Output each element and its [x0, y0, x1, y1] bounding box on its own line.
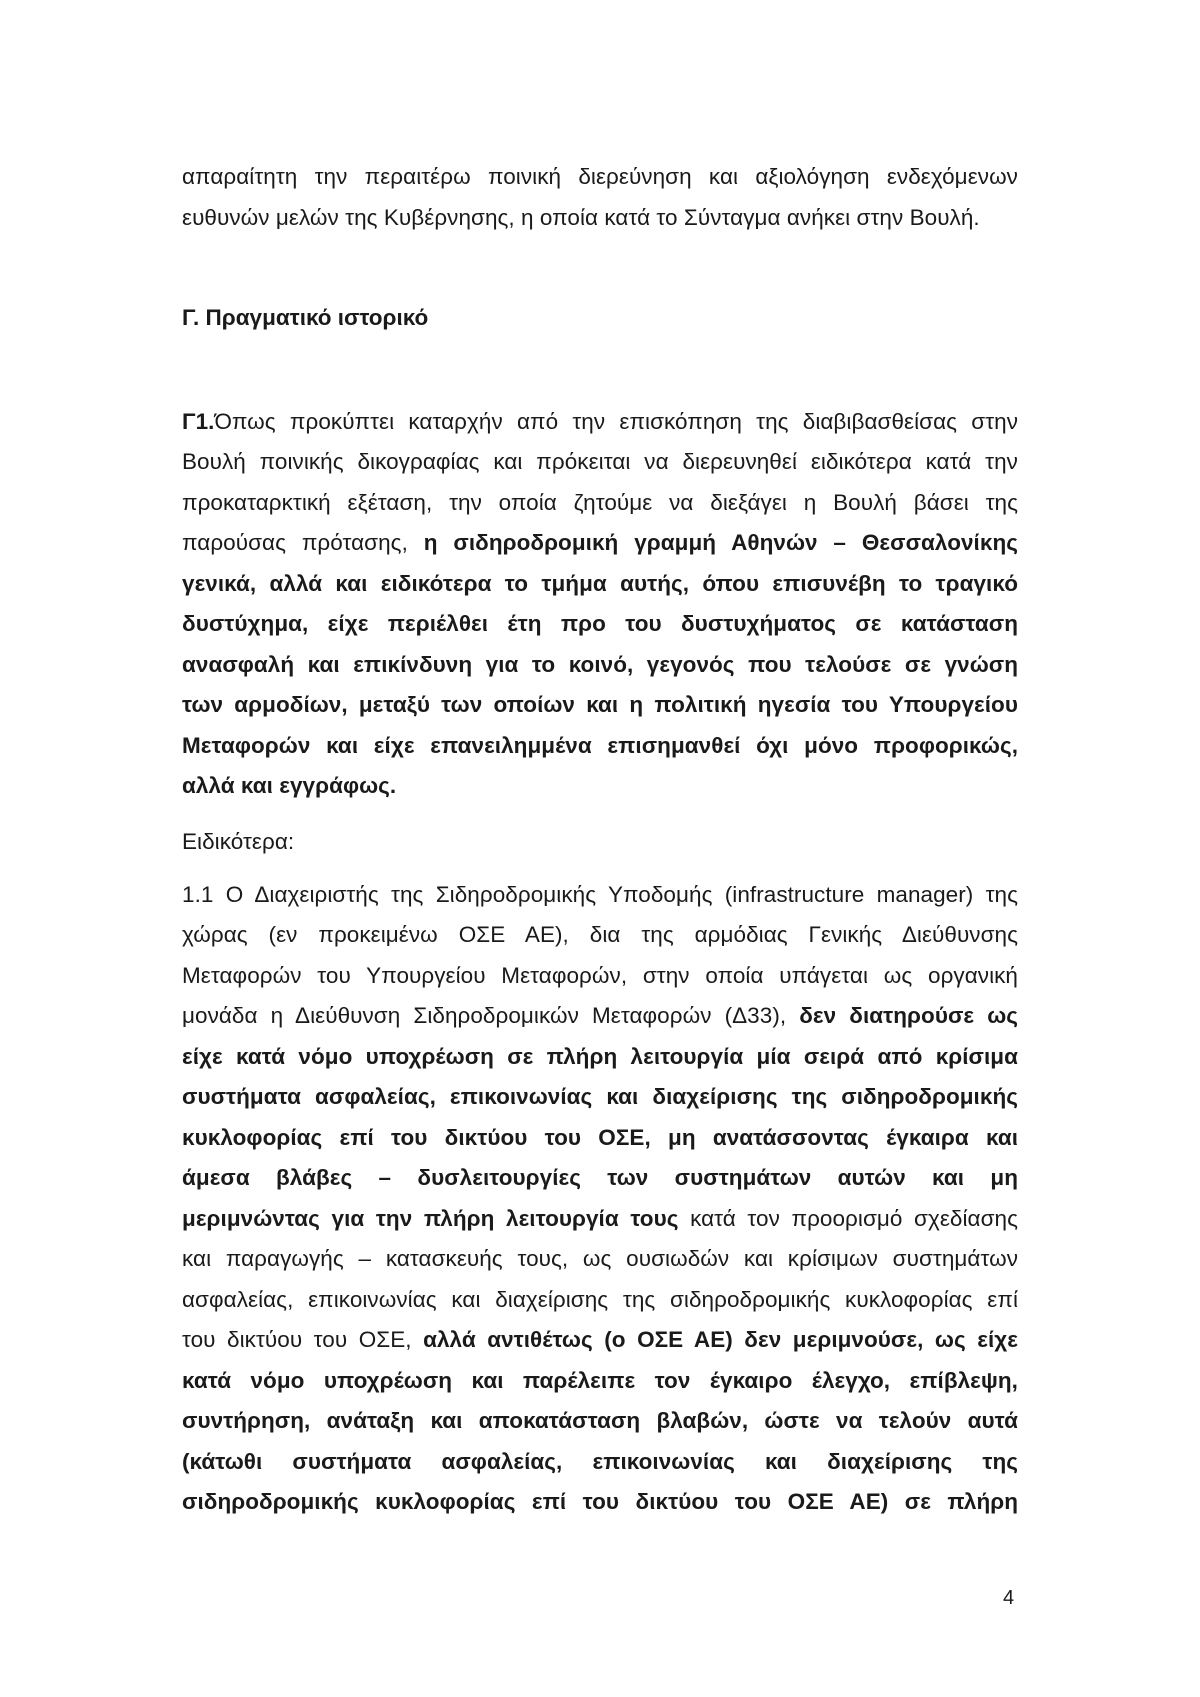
- bold-run: συστήματα ασφαλείας, επικοινωνίας και διαχείρισης της σιδηροδρομικής: [182, 1084, 1018, 1109]
- text-run: του δικτύου του ΟΣΕ,: [182, 1327, 424, 1352]
- bold-run: άμεσα βλάβες – δυσλειτουργίες των συστημάτων αυτών και μη: [182, 1165, 1018, 1190]
- bold-run: των αρμοδίων, μεταξύ των οποίων και η πολιτική ηγεσία του Υπουργείου: [182, 692, 1018, 717]
- paragraph-line: [182, 1001, 1018, 1031]
- bold-run: η σιδηροδρομική γραμμή Αθηνών – Θεσσαλονίκης: [423, 530, 1018, 555]
- paragraph-line: [182, 528, 1018, 558]
- bold-run: ανασφαλή και επικίνδυνη για το κοινό, γεγονός που τελούσε σε γνώση: [182, 652, 1018, 677]
- text-run: μονάδα η Διεύθυνση Σιδηροδρομικών Μεταφορών (Δ33),: [182, 1003, 800, 1028]
- paragraph-line: [182, 1123, 1018, 1153]
- section-heading: Γ. Πραγματικό ιστορικό: [182, 305, 429, 330]
- paragraph-line: [182, 569, 1018, 599]
- paragraph-line: [182, 650, 1018, 680]
- paragraph-line: [182, 771, 1018, 801]
- bold-run: αλλά και εγγράφως.: [182, 773, 397, 798]
- paragraph-line: [182, 880, 1018, 910]
- paragraph-line: [182, 1244, 1018, 1274]
- specifically-label: Ειδικότερα:: [182, 829, 295, 854]
- bold-run: είχε κατά νόμο υποχρέωση σε πλήρη λειτουργία μία σειρά από κρίσιμα: [182, 1044, 1018, 1069]
- paragraph-line: [182, 1447, 1018, 1477]
- bold-run: δεν διατηρούσε ως: [799, 1003, 1019, 1028]
- paragraph-line: [182, 1366, 1018, 1396]
- bold-run: κυκλοφορίας επί του δικτύου του ΟΣΕ, μη ανατάσσοντας έγκαιρα και: [182, 1125, 1018, 1150]
- text-run: Βουλή ποινικής δικογραφίας και πρόκειται να διερευνηθεί ειδικότερα κατά την: [182, 449, 1018, 474]
- paragraph-line: [182, 609, 1018, 639]
- bold-run: γενικά, αλλά και ειδικότερα το τμήμα αυτής, όπου επισυνέβη το τραγικό: [182, 571, 1018, 596]
- intro-line: ευθυνών μελών της Κυβέρνησης, η οποία κατά το Σύνταγμα ανήκει στην Βουλή.: [182, 205, 980, 230]
- text-run: και παραγωγής – κατασκευής τους, ως ουσιωδών και κρίσιμων συστημάτων: [182, 1246, 1018, 1271]
- bold-run: (κάτωθι συστήματα ασφαλείας, επικοινωνίας και διαχείρισης της: [182, 1449, 1018, 1474]
- paragraph-line: [182, 1325, 1018, 1355]
- text-run: Μεταφορών του Υπουργείου Μεταφορών, στην οποία υπάγεται ως οργανική: [182, 963, 1018, 988]
- paragraph-label: Γ1.: [182, 409, 215, 434]
- paragraph-line: [182, 1163, 1018, 1193]
- text-run: κατά τον προορισμό σχεδίασης: [678, 1206, 1018, 1231]
- intro-line: απαραίτητη την περαιτέρω ποινική διερεύνηση και αξιολόγηση ενδεχόμενων: [182, 164, 1018, 189]
- paragraph-line: [182, 1204, 1018, 1234]
- bold-run: μεριμνώντας για την πλήρη λειτουργία τους: [182, 1206, 679, 1231]
- text-run: παρούσας πρότασης,: [182, 530, 424, 555]
- page-number: 4: [1003, 1587, 1015, 1609]
- bold-run: αλλά αντιθέτως (ο ΟΣΕ ΑΕ) δεν μεριμνούσε, ως είχε: [423, 1327, 1018, 1352]
- paragraph-line: [182, 407, 1018, 437]
- paragraph-line: [182, 447, 1018, 477]
- bold-run: Μεταφορών και είχε επανειλημμένα επισημανθεί όχι μόνο προφορικώς,: [182, 733, 1018, 758]
- text-run: ασφαλείας, επικοινωνίας και διαχείρισης της σιδηροδρομικής κυκλοφορίας επί: [182, 1287, 1018, 1312]
- paragraph-line: [182, 1042, 1018, 1072]
- paragraph-line: [182, 1406, 1018, 1436]
- paragraph-line: [182, 731, 1018, 761]
- bold-run: σιδηροδρομικής κυκλοφορίας επί του δικτύου του ΟΣΕ ΑΕ) σε πλήρη: [182, 1489, 1018, 1514]
- bold-run: δυστύχημα, είχε περιέλθει έτη προ του δυστυχήματος σε κατάσταση: [182, 611, 1018, 636]
- bold-run: κατά νόμο υποχρέωση και παρέλειπε τον έγκαιρο έλεγχο, επίβλεψη,: [182, 1368, 1018, 1393]
- paragraph-line: [182, 1082, 1018, 1112]
- text-run: χώρας (εν προκειμένω ΟΣΕ ΑΕ), δια της αρμόδιας Γενικής Διεύθυνσης: [182, 922, 1018, 947]
- paragraph-line: [182, 488, 1018, 518]
- bold-run: συντήρηση, ανάταξη και αποκατάσταση βλαβών, ώστε να τελούν αυτά: [182, 1408, 1018, 1433]
- text-run: Όπως προκύπτει καταρχήν από την επισκόπηση της διαβιβασθείσας στην: [214, 409, 1018, 434]
- text-run: προκαταρκτική εξέταση, την οποία ζητούμε να διεξάγει η Βουλή βάσει της: [182, 490, 1018, 515]
- paragraph-line: [182, 1487, 1018, 1517]
- text-run: 1.1 Ο Διαχειριστής της Σιδηροδρομικής Υποδομής (infrastructure manager) της: [182, 882, 1018, 907]
- paragraph-line: [182, 961, 1018, 991]
- paragraph-line: [182, 920, 1018, 950]
- paragraph-line: [182, 690, 1018, 720]
- paragraph-line: [182, 1285, 1018, 1315]
